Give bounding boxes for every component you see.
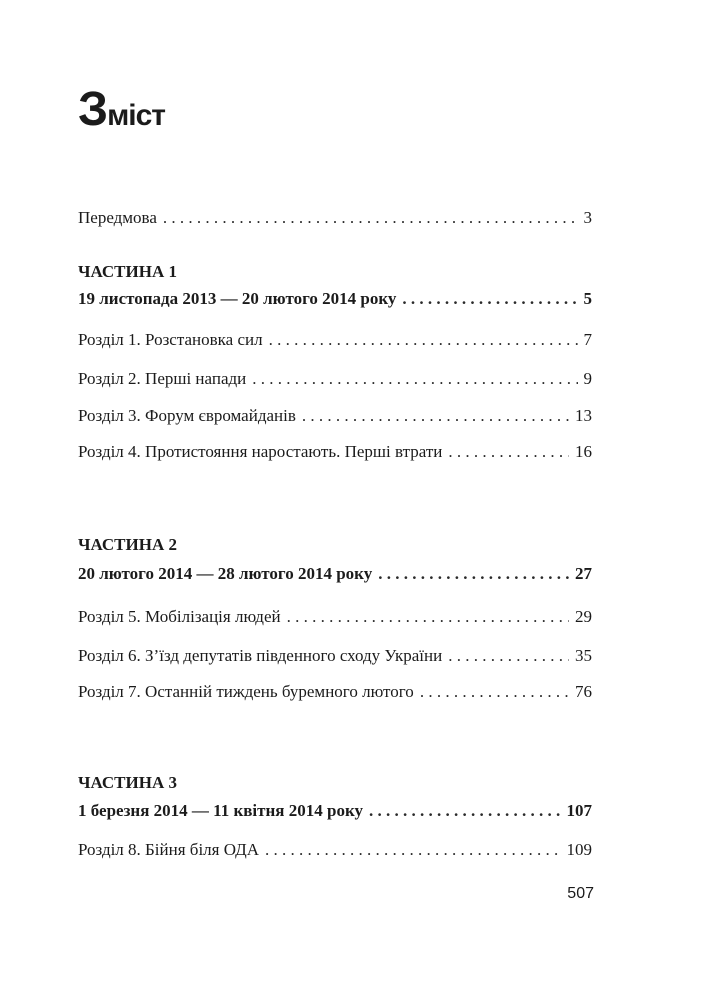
page-title-initial: З [78,83,108,136]
toc-entry-chapter-5[interactable] [78,605,592,629]
part-1-heading: ЧАСТИНА 1 [78,262,177,281]
toc-part-subtitle: 20 лютого 2014 — 28 лютого 2014 року [78,564,373,583]
toc-page-number: 35 [575,646,592,665]
dot-leader [265,838,560,862]
toc-entry-chapter-6[interactable] [78,644,592,668]
toc-entry-chapter-8[interactable] [78,838,592,862]
dot-leader [369,799,560,823]
toc-page-number: 27 [575,564,592,583]
dot-leader [402,287,577,311]
page-title-rest: міст [107,99,165,132]
dot-leader [163,206,578,230]
toc-page-number: 7 [583,330,592,349]
toc-page-number: 109 [566,840,592,859]
toc-page-number: 76 [575,682,592,701]
toc-entry-label: Передмова [78,208,157,227]
toc-page-number: 9 [583,369,592,388]
dot-leader [420,680,569,704]
toc-page-number: 29 [575,607,592,626]
toc-entry-chapter-3[interactable] [78,404,592,428]
dot-leader [448,440,569,464]
toc-entry-label: Розділ 3. Форум євромайданів [78,406,296,425]
toc-entry-chapter-2[interactable] [78,367,592,391]
toc-entry-part-3[interactable] [78,799,592,823]
dot-leader [287,605,569,629]
dot-leader [269,328,578,352]
part-2-heading: ЧАСТИНА 2 [78,535,177,554]
toc-entry-chapter-7[interactable] [78,680,592,704]
toc-entry-label: Розділ 2. Перші напади [78,369,247,388]
toc-entry-label: Розділ 8. Бійня біля ОДА [78,840,260,859]
dot-leader [252,367,577,391]
dot-leader [448,644,569,668]
toc-entry-label: Розділ 4. Протистояння наростають. Перші втрати [78,442,443,461]
dot-leader [378,562,569,586]
toc-entry-chapter-1[interactable] [78,328,592,352]
toc-entry-preface[interactable] [78,206,592,230]
toc-page-number: 5 [583,289,592,308]
toc-page-number: 13 [575,406,592,425]
toc-entry-part-2[interactable] [78,562,592,586]
part-3-heading: ЧАСТИНА 3 [78,773,177,792]
toc-part-subtitle: 19 листопада 2013 — 20 лютого 2014 року [78,289,397,308]
toc-page-number: 16 [575,442,592,461]
page-title [78,83,165,136]
toc-part-subtitle: 1 березня 2014 — 11 квітня 2014 року [78,801,364,820]
toc-entry-label: Розділ 7. Останній тиждень буремного лютого [78,682,414,701]
toc-page-number: 107 [566,801,592,820]
toc-page-number: 3 [583,208,592,227]
toc-entry-part-1[interactable] [78,287,592,311]
toc-entry-label: Розділ 5. Мобілізація людей [78,607,281,626]
toc-entry-label: Розділ 6. З’їзд депутатів південного сходу України [78,646,443,665]
dot-leader [302,404,569,428]
toc-entry-label: Розділ 1. Розстановка сил [78,330,263,349]
toc-entry-chapter-4[interactable] [78,440,592,464]
page-number: 507 [567,885,594,902]
